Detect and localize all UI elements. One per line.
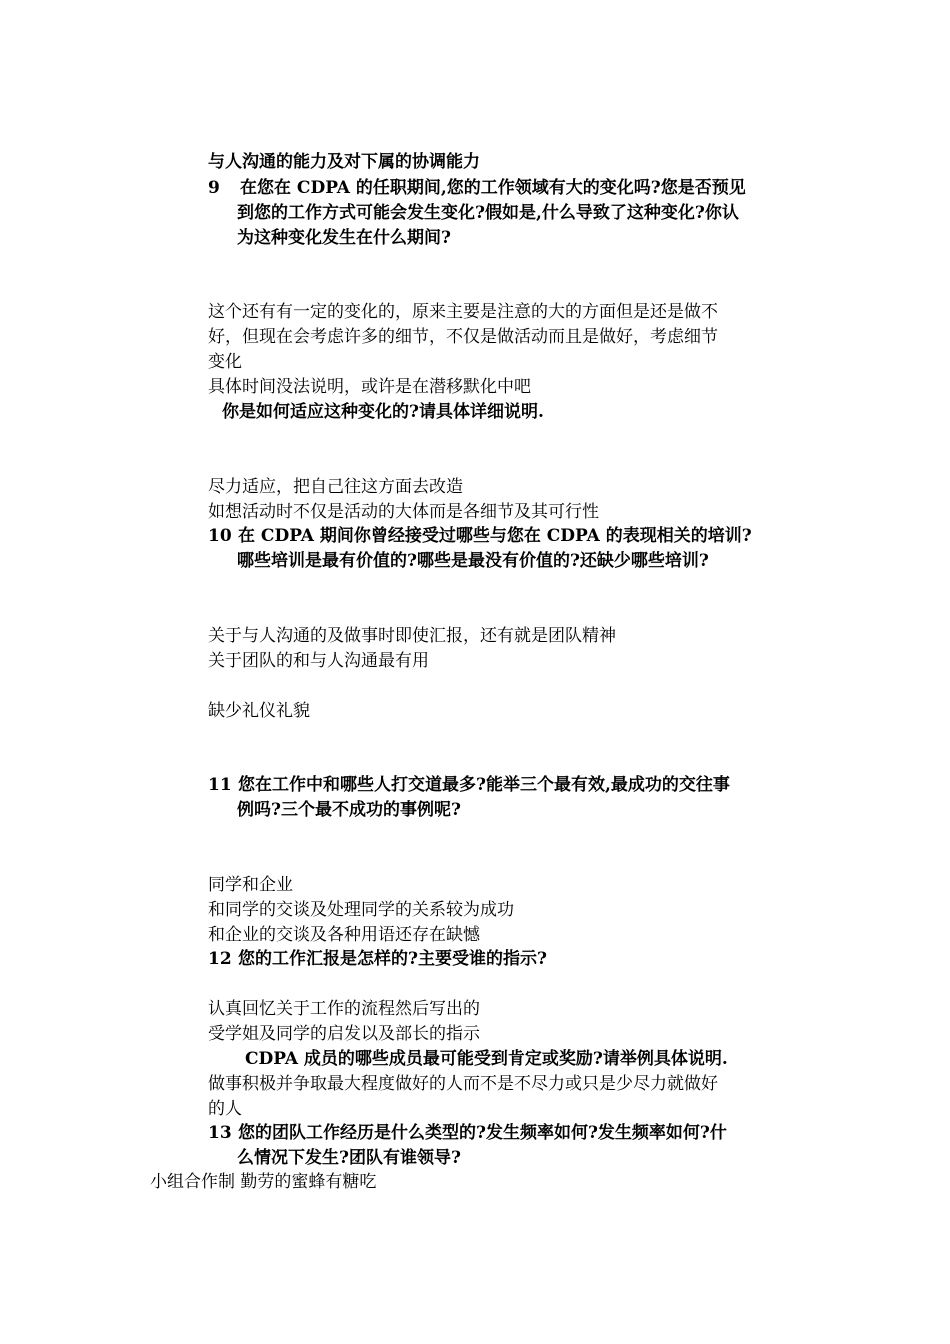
question-10 bbox=[208, 524, 752, 548]
question-13 bbox=[208, 1121, 727, 1145]
answer-line: 好，但现在会考虑许多的细节，不仅是做活动而且是做好，考虑细节 bbox=[208, 327, 718, 347]
answer-line: 这个还有有一定的变化的，原来主要是注意的大的方面但是还是做不 bbox=[208, 302, 718, 322]
question-11 bbox=[208, 773, 730, 797]
question-number: 12 bbox=[208, 949, 232, 969]
answer-line: 关于与人沟通的及做事时即使汇报，还有就是团队精神 bbox=[208, 626, 616, 646]
question-text: 哪些培训是最有价值的?哪些是最没有价值的?还缺少哪些培训? bbox=[237, 551, 709, 571]
answer-line: 同学和企业 bbox=[208, 875, 293, 895]
question-text: 到您的工作方式可能会发生变化?假如是,什么导致了这种变化?你认 bbox=[237, 203, 739, 223]
question-text: 为这种变化发生在什么期间? bbox=[237, 228, 451, 248]
answer-line: 做事积极并争取最大程度做好的人而不是不尽力或只是少尽力就做好 bbox=[208, 1074, 718, 1094]
answer-line: 尽力适应，把自己往这方面去改造 bbox=[208, 477, 463, 497]
answer-line: 和同学的交谈及处理同学的关系较为成功 bbox=[208, 900, 514, 920]
answer-line: 受学姐及同学的启发以及部长的指示 bbox=[208, 1024, 480, 1044]
sub-question: CDPA 成员的哪些成员最可能受到肯定或奖励?请举例具体说明. bbox=[245, 1049, 728, 1069]
question-text: 您的工作汇报是怎样的?主要受谁的指示? bbox=[238, 949, 547, 969]
question-number: 10 bbox=[208, 526, 232, 546]
answer-line: 和企业的交谈及各种用语还存在缺憾 bbox=[208, 925, 480, 945]
question-number: 11 bbox=[208, 775, 232, 795]
answer-line: 小组合作制 勤劳的蜜蜂有糖吃 bbox=[150, 1172, 377, 1192]
answer-line: 关于团队的和与人沟通最有用 bbox=[208, 651, 429, 671]
answer-line: 缺少礼仪礼貌 bbox=[208, 701, 310, 721]
question-number: 13 bbox=[208, 1123, 232, 1143]
question-number: 9 bbox=[208, 178, 220, 198]
answer-line: 与人沟通的能力及对下属的协调能力 bbox=[208, 152, 480, 172]
answer-line: 认真回忆关于工作的流程然后写出的 bbox=[208, 999, 480, 1019]
question-text: 么情况下发生?团队有谁领导? bbox=[237, 1148, 461, 1168]
answer-line: 变化 bbox=[208, 352, 242, 372]
question-text: 在 CDPA 期间你曾经接受过哪些与您在 CDPA 的表现相关的培训? bbox=[238, 526, 752, 546]
question-text: 在您在 CDPA 的任职期间,您的工作领域有大的变化吗?您是否预见 bbox=[240, 178, 746, 198]
answer-line: 的人 bbox=[208, 1099, 242, 1119]
sub-question: 你是如何适应这种变化的?请具体详细说明. bbox=[222, 402, 544, 422]
question-text: 您的团队工作经历是什么类型的?发生频率如何?发生频率如何?什 bbox=[238, 1123, 727, 1143]
question-text: 例吗?三个最不成功的事例呢? bbox=[237, 800, 461, 820]
question-text: 您在工作中和哪些人打交道最多?能举三个最有效,最成功的交往事 bbox=[238, 775, 730, 795]
answer-line: 如想活动时不仅是活动的大体而是各细节及其可行性 bbox=[208, 502, 599, 522]
question-9 bbox=[208, 176, 746, 200]
answer-line: 具体时间没法说明，或许是在潜移默化中吧 bbox=[208, 377, 531, 397]
question-12 bbox=[208, 947, 547, 971]
